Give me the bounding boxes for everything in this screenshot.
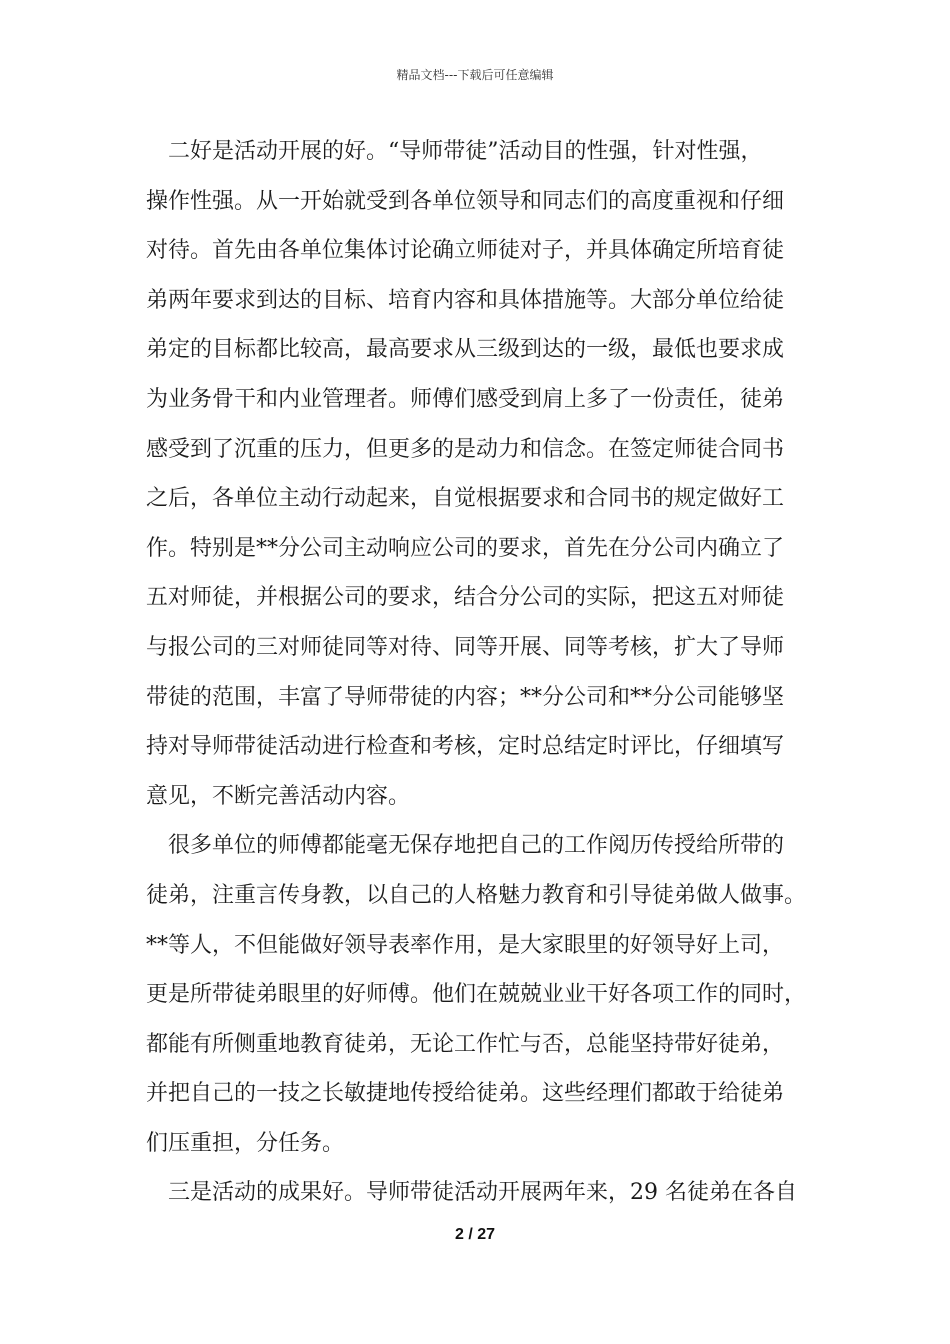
- text-line: 很多单位的师傅都能毫无保存地把自己的工作阅历传授给所带的: [146, 833, 785, 859]
- text-line: 徒弟，注重言传身教，以自己的人格魅力教育和引导徒弟做人做事。: [146, 882, 807, 908]
- page-header: 精品文档---下载后可任意编辑: [396, 68, 554, 82]
- text-line: 作。特别是**分公司主动响应公司的要求，首先在分公司内确立了: [146, 535, 785, 561]
- page-number: 2 / 27: [454, 1226, 496, 1243]
- text-line: 三是活动的成果好。导师带徒活动开展两年来，29 名徒弟在各自: [146, 1180, 797, 1206]
- text-line: 都能有所侧重地教育徒弟，无论工作忙与否，总能坚持带好徒弟，: [146, 1031, 785, 1057]
- document-body: [146, 127, 811, 1218]
- text-line: 们压重担，分任务。: [146, 1130, 345, 1156]
- text-line: 对待。首先由各单位集体讨论确立师徒对子，并具体确定所培育徒: [146, 238, 785, 264]
- text-line: 感受到了沉重的压力，但更多的是动力和信念。在签定师徒合同书: [146, 436, 785, 462]
- text-line: 为业务骨干和内业管理者。师傅们感受到肩上多了一份责任，徒弟: [146, 386, 785, 412]
- text-line: 持对导师带徒活动进行检查和考核，定时总结定时评比，仔细填写: [146, 734, 785, 760]
- text-line: 二好是活动开展的好。“导师带徒”活动目的性强，针对性强，: [146, 139, 763, 164]
- text-line: 意见，不断完善活动内容。: [146, 783, 411, 809]
- text-line: **等人，不但能做好领导表率作用，是大家眼里的好领导好上司，: [146, 932, 785, 958]
- text-line: 操作性强。从一开始就受到各单位领导和同志们的高度重视和仔细: [146, 188, 785, 214]
- text-line: 与报公司的三对师徒同等对待、同等开展、同等考核，扩大了导师: [146, 634, 785, 660]
- text-line: 之后，各单位主动行动起来，自觉根据要求和合同书的规定做好工: [146, 486, 785, 512]
- text-line: 带徒的范围，丰富了导师带徒的内容；**分公司和**分公司能够坚: [146, 684, 785, 710]
- text-line: 弟两年要求到达的目标、培育内容和具体措施等。大部分单位给徒: [146, 287, 785, 313]
- text-line: 五对师徒，并根据公司的要求，结合分公司的实际，把这五对师徒: [146, 585, 785, 611]
- text-line: 更是所带徒弟眼里的好师傅。他们在兢兢业业干好各项工作的同时，: [146, 982, 807, 1008]
- text-line: 弟定的目标都比较高，最高要求从三级到达的一级，最低也要求成: [146, 337, 785, 363]
- text-line: 并把自己的一技之长敏捷地传授给徒弟。这些经理们都敢于给徒弟: [146, 1081, 785, 1107]
